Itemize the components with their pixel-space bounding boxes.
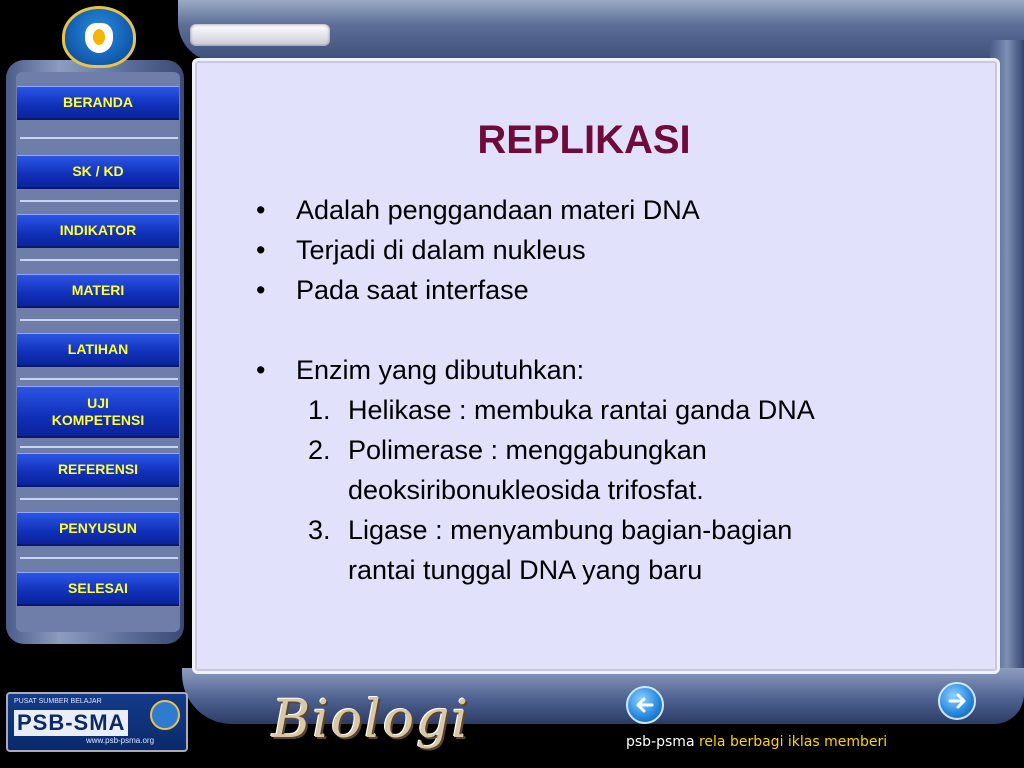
nav-label: MATERI xyxy=(71,282,125,299)
nav-separator xyxy=(20,200,178,202)
nav-sk-kd-button[interactable] xyxy=(17,155,179,189)
logo-url: www.psb-psma.org xyxy=(86,736,155,745)
nav-separator xyxy=(20,498,178,500)
next-button[interactable] xyxy=(938,682,976,720)
content-list xyxy=(256,190,976,590)
nav-label: BERANDA xyxy=(63,94,133,111)
item-number: 1. xyxy=(308,395,331,425)
bullet-marker: • xyxy=(256,235,266,265)
brand-text: psb-psma xyxy=(626,734,695,750)
item-number: 3. xyxy=(308,515,331,545)
frame-top-bar xyxy=(190,24,330,46)
bullet-text: Enzim yang dibutuhkan: xyxy=(296,355,585,385)
logo-title: PSB-SMA xyxy=(14,710,128,736)
nav-materi-button[interactable] xyxy=(17,274,179,308)
slide-title: REPLIKASI xyxy=(477,118,691,162)
nav-label: INDIKATOR xyxy=(59,222,137,239)
nav-label: PENYUSUN xyxy=(59,520,137,537)
tut-wuri-handayani-logo xyxy=(62,6,136,68)
indent xyxy=(308,470,348,510)
footer-tagline xyxy=(626,734,887,750)
nav-separator xyxy=(20,378,178,380)
bullet-marker: • xyxy=(256,195,266,225)
bullet-item xyxy=(256,230,976,270)
arrow-right-icon xyxy=(944,688,970,714)
item-text: Ligase : menyambung bagian-bagian xyxy=(348,515,793,545)
nav-penyusun-button[interactable] xyxy=(17,512,179,546)
nav-separator xyxy=(20,137,178,139)
subject-title: Biologi xyxy=(272,690,471,750)
nav-referensi-button[interactable] xyxy=(17,453,179,487)
numbered-item-continuation xyxy=(256,550,976,590)
spacer xyxy=(256,310,976,350)
nav-separator xyxy=(20,557,178,559)
bullet-item xyxy=(256,270,976,310)
bullet-text: Adalah penggandaan materi DNA xyxy=(296,195,700,225)
nav-label: UJI xyxy=(87,394,109,411)
nav-beranda-button[interactable] xyxy=(17,86,179,120)
slogan-text: rela berbagi iklas memberi xyxy=(698,734,888,750)
numbered-item xyxy=(256,430,976,470)
item-number: 2. xyxy=(308,435,331,465)
item-text: rantai tunggal DNA yang baru xyxy=(348,555,703,585)
item-text: Polimerase : menggabungkan xyxy=(348,435,707,465)
bullet-marker: • xyxy=(256,355,266,385)
nav-label: SELESAI xyxy=(68,580,128,597)
nav-uji-kompetensi-button[interactable] xyxy=(17,386,179,438)
bullet-text: Pada saat interfase xyxy=(296,275,529,305)
nav-separator xyxy=(20,319,178,321)
nav-label: KOMPETENSI xyxy=(51,411,145,428)
nav-label: SK / KD xyxy=(72,163,124,180)
item-text: Helikase : membuka rantai ganda DNA xyxy=(348,395,815,425)
item-text: deoksiribonukleosida trifosfat. xyxy=(348,475,704,505)
psb-sma-logo xyxy=(6,692,188,752)
logo-emblem xyxy=(85,23,113,53)
bullet-item xyxy=(256,190,976,230)
logo-subtitle: PUSAT SUMBER BELAJAR xyxy=(14,698,102,705)
arrow-left-icon xyxy=(632,692,658,718)
nav-separator xyxy=(20,259,178,261)
bullet-text: Terjadi di dalam nukleus xyxy=(296,235,586,265)
nav-selesai-button[interactable] xyxy=(17,572,179,606)
back-button[interactable] xyxy=(626,686,664,724)
bullet-marker: • xyxy=(256,275,266,305)
bullet-item xyxy=(256,350,976,390)
nav-indikator-button[interactable] xyxy=(17,214,179,248)
nav-label: LATIHAN xyxy=(67,341,129,358)
indent xyxy=(308,550,348,590)
nav-separator xyxy=(20,446,178,448)
numbered-item xyxy=(256,390,976,430)
emblem-icon xyxy=(150,700,180,730)
numbered-item-continuation xyxy=(256,470,976,510)
nav-latihan-button[interactable] xyxy=(17,333,179,367)
nav-label: REFERENSI xyxy=(57,461,139,478)
numbered-item xyxy=(256,510,976,550)
